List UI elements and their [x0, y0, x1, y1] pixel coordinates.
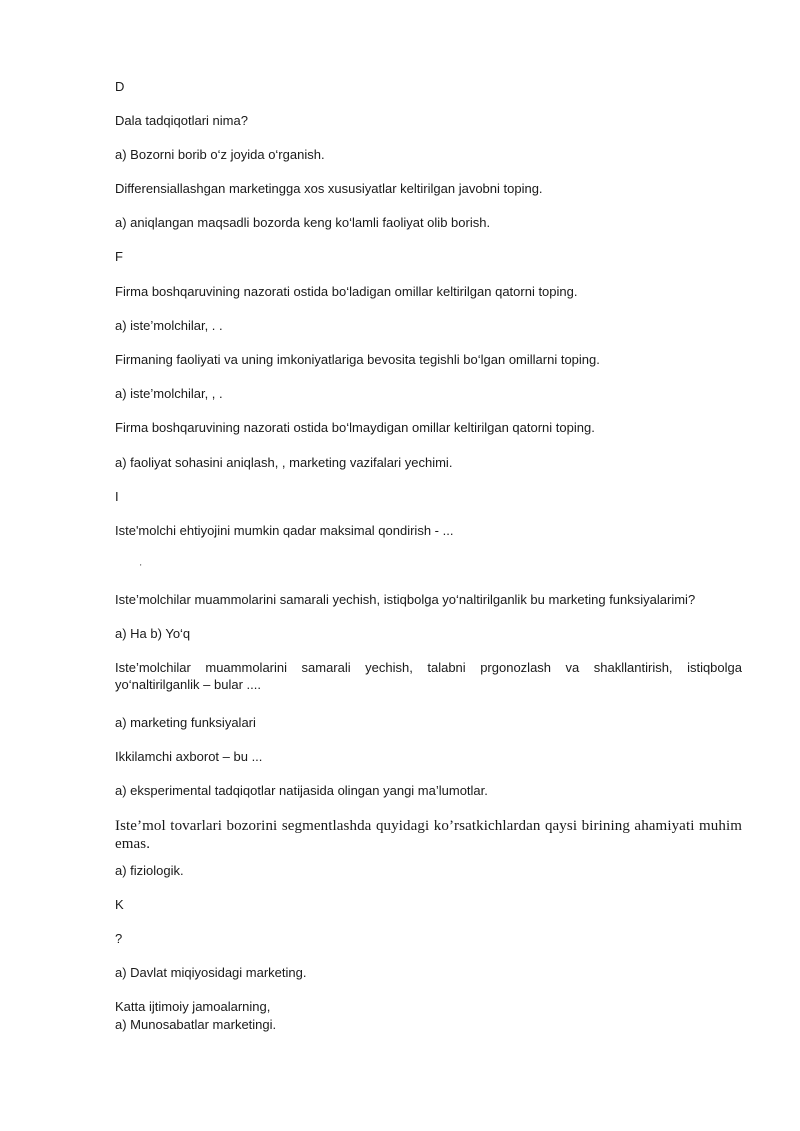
answer-text: a) iste’molchilar, . .: [115, 318, 223, 333]
question-text: ?: [115, 931, 123, 946]
answer-text: a) faoliyat sohasini aniqlash, , marketing vazifalari yechimi.: [115, 455, 453, 470]
answer-text: a) eksperimental tadqiqotlar natijasida olingan yangi ma’lumotlar.: [115, 783, 488, 798]
answer-text: a) aniqlangan maqsadli bozorda keng ko‘lamli faoliyat olib borish.: [115, 215, 491, 230]
question-text: Firmaning faoliyati va uning imkoniyatlariga bevosita tegishli bo‘lgan omillarni toping.: [115, 352, 600, 367]
question-text: Differensiallashgan marketingga xos xususiyatlar keltirilgan javobni toping.: [115, 181, 543, 196]
question-text: Iste'molchi ehtiyojini mumkin qadar maksimal qondirish - ...: [115, 523, 454, 538]
answer-text: a) Munosabatlar marketingi.: [115, 1017, 277, 1032]
question-text: Firma boshqaruvining nazorati ostida bo‘ladigan omillar keltirilgan qatorni toping.: [115, 284, 578, 299]
question-text: Ikkilamchi axborot – bu ...: [115, 749, 263, 764]
question-text: Iste’molchilar muammolarini samarali yechish, talabni prgonozlash va shakllantirish, istiqbolga yo‘naltirilganlik – bular ....: [115, 660, 742, 692]
answer-text: a) Davlat miqiyosidagi marketing.: [115, 965, 307, 980]
answer-text: a) marketing funksiyalari: [115, 715, 256, 730]
section-letter-f: F: [115, 249, 123, 264]
question-text: Dala tadqiqotlari nima?: [115, 113, 248, 128]
question-text: Firma boshqaruvining nazorati ostida bo‘lmaydigan omillar keltirilgan qatorni toping.: [115, 420, 595, 435]
question-text: Iste’mol tovarlari bozorini segmentlashda quyidagi ko’rsatkichlardan qaysi birining ahamiyati muhim emas.: [115, 818, 742, 852]
stray-mark: ': [140, 563, 142, 572]
answer-text: a) iste’molchilar, , .: [115, 386, 223, 401]
section-letter-k: K: [115, 897, 124, 912]
question-text: Katta ijtimoiy jamoalarning,: [115, 999, 271, 1014]
section-letter-i: I: [115, 489, 119, 504]
answer-text: a) Ha b) Yo‘q: [115, 626, 191, 641]
section-letter-d: D: [115, 79, 125, 94]
answer-text: a) Bozorni borib o‘z joyida o‘rganish.: [115, 147, 325, 162]
question-text: Iste’molchilar muammolarini samarali yechish, istiqbolga yo‘naltirilganlik bu marketing funksiyalarimi?: [115, 592, 696, 607]
answer-text: a) fiziologik.: [115, 863, 184, 878]
